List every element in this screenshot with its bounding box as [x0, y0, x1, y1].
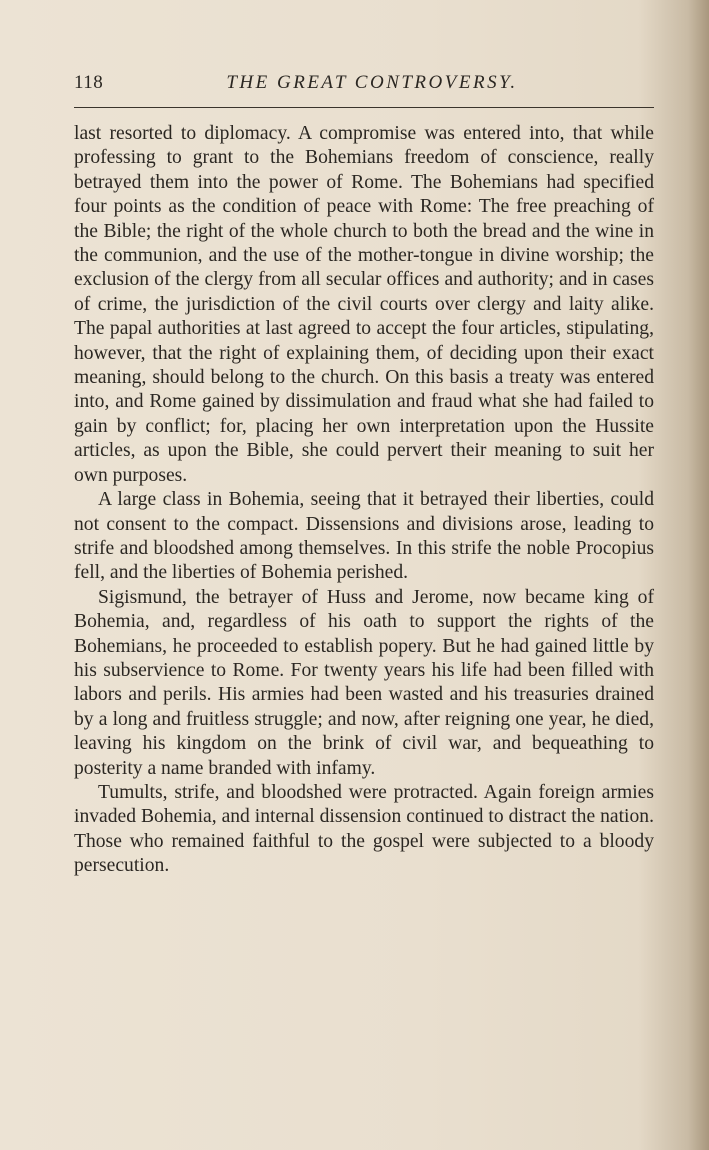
- page-header: [74, 72, 654, 102]
- page-number: 118: [74, 72, 104, 93]
- paragraph: Tumults, strife, and bloodshed were protracted. Again foreign armies invaded Bohemia, and internal dissension continued to distract the nation. Those who remained faithful to the gospel were subjected to a bloody persecution.: [74, 781, 654, 877]
- running-title: THE GREAT CONTROVERSY.: [226, 72, 518, 93]
- paragraph: A large class in Bohemia, seeing that it betrayed their liberties, could not consent to the compact. Dissensions and divisions arose, leading to strife and bloodshed among themselves. In this strife the noble Procopius fell, and the liberties of Bohemia perished.: [74, 489, 654, 584]
- paragraph: Sigismund, the betrayer of Huss and Jerome, now became king of Bohemia, and, regardless of his oath to support the rights of the Bohemians, he proceeded to establish popery. But he had gained little by his subservience to Rome. For twenty years his life had been filled with labors and perils. His armies had been wasted and his treasuries drained by a long and fruitless struggle; and now, after reigning one year, he died, leaving his kingdom on the brink of civil war, and bequeathing to posterity a name branded with infamy.: [74, 586, 654, 779]
- header-rule: [74, 107, 654, 108]
- paragraph-continued: last resorted to diplomacy. A compromise was entered into, that while professing to grant to the Bohemians freedom of conscience, really betrayed them into the power of Rome. The Bohemians had specified four points as the condition of peace with Rome: The free preaching of the Bible; the right of the whole church to both the bread and the wine in the communion, and the use of the mother-tongue in divine worship; the exclusion of the clergy from all secular offices and authority; and in cases of crime, the jurisdiction of the civil courts over clergy and laity alike. The papal authorities at last agreed to accept the four articles, stipulating, however, that the right of explaining them, of deciding upon their exact meaning, should belong to the church. On this basis a treaty was entered into, and Rome gained by dissimulation and fraud what she had failed to gain by conflict; for, placing her own interpretation upon the Hussite articles, as upon the Bible, she could pervert their meaning to suit her own purposes.: [74, 123, 654, 486]
- body-text: [74, 122, 654, 879]
